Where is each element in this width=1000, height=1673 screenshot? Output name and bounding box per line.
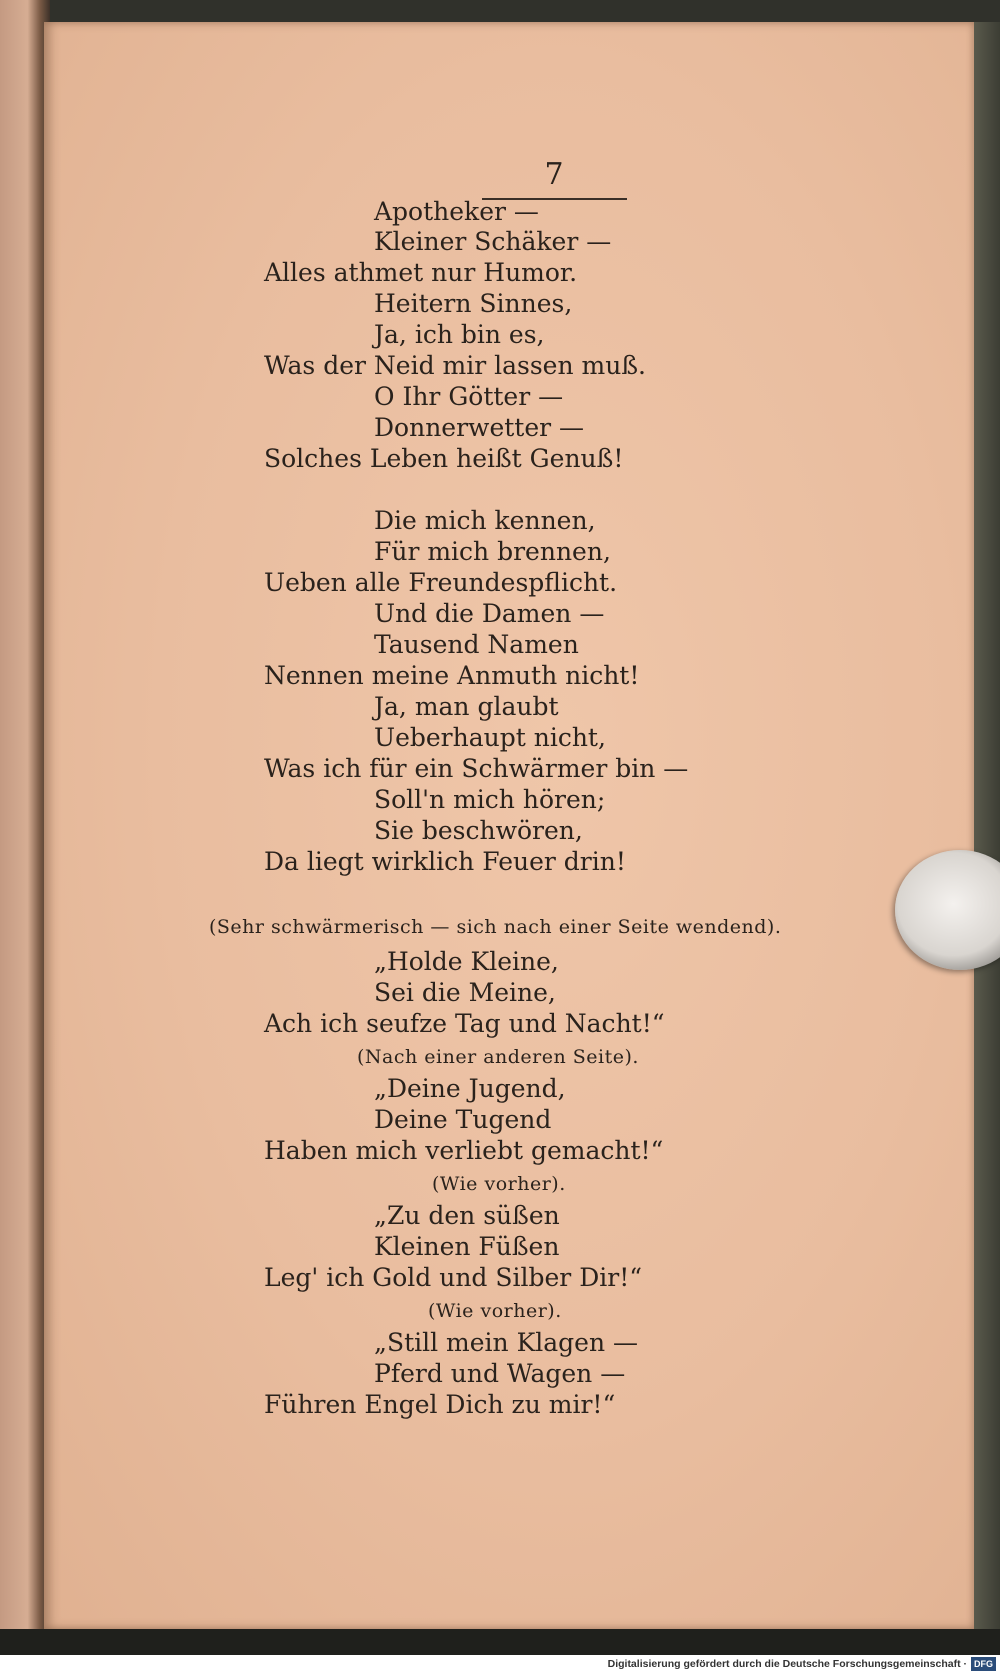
verse-line: Nennen meine Anmuth nicht! xyxy=(264,661,640,690)
verse-line: O Ihr Götter — xyxy=(374,382,564,411)
verse-line: Was ich für ein Schwärmer bin — xyxy=(264,754,689,783)
verse-line: Sie beschwören, xyxy=(374,816,583,845)
verse-line: Pferd und Wagen — xyxy=(374,1359,626,1388)
verse-line: Soll'n mich hören; xyxy=(374,785,606,814)
stage-direction: (Wie vorher). xyxy=(432,1173,566,1195)
verse-line: Was der Neid mir lassen muß. xyxy=(264,351,646,380)
stage-direction: (Wie vorher). xyxy=(428,1300,562,1322)
dfg-logo: DFG xyxy=(971,1657,996,1671)
stage-direction: (Sehr schwärmerisch — sich nach einer Seite wendend). xyxy=(209,916,782,938)
verse-line: „Zu den süßen xyxy=(374,1201,560,1230)
scan-background-top xyxy=(0,0,1000,22)
verse-line: Führen Engel Dich zu mir!“ xyxy=(264,1390,616,1419)
verse-line: Die mich kennen, xyxy=(374,506,596,535)
verse-line: Für mich brennen, xyxy=(374,537,611,566)
verse-line: Alles athmet nur Humor. xyxy=(264,258,578,287)
verse-line: Ach ich seufze Tag und Nacht!“ xyxy=(264,1009,665,1038)
verse-line: Sei die Meine, xyxy=(374,978,556,1007)
verse-line: „Still mein Klagen — xyxy=(374,1328,639,1357)
verse-line: „Deine Jugend, xyxy=(374,1074,566,1103)
book-page xyxy=(44,22,974,1629)
verse-line: Ueben alle Freundespflicht. xyxy=(264,568,618,597)
verse-line: Deine Tugend xyxy=(374,1105,552,1134)
stage-direction: (Nach einer anderen Seite). xyxy=(357,1046,639,1068)
verse-line: Kleiner Schäker — xyxy=(374,227,612,256)
digitization-credit-bar xyxy=(0,1655,1000,1673)
verse-line: Und die Damen — xyxy=(374,599,605,628)
verse-line: Donnerwetter — xyxy=(374,413,585,442)
verse-line: Apotheker — xyxy=(374,197,539,226)
left-page-edge xyxy=(0,0,50,1655)
page-number: 7 xyxy=(544,157,564,192)
verse-line: Haben mich verliebt gemacht!“ xyxy=(264,1136,664,1165)
verse-line: Heitern Sinnes, xyxy=(374,289,573,318)
verse-line: Da liegt wirklich Feuer drin! xyxy=(264,847,626,876)
verse-line: „Holde Kleine, xyxy=(374,947,559,976)
scan-background-bottom xyxy=(0,1629,1000,1655)
verse-line: Solches Leben heißt Genuß! xyxy=(264,444,624,473)
verse-line: Kleinen Füßen xyxy=(374,1232,560,1261)
funding-credit-text: Digitalisierung gefördert durch die Deutsche Forschungsgemeinschaft · xyxy=(607,1658,967,1670)
verse-line: Ueberhaupt nicht, xyxy=(374,723,606,752)
verse-line: Ja, man glaubt xyxy=(374,692,559,721)
verse-line: Ja, ich bin es, xyxy=(374,320,545,349)
verse-line: Leg' ich Gold und Silber Dir!“ xyxy=(264,1263,643,1292)
verse-line: Tausend Namen xyxy=(374,630,579,659)
scan-background-right xyxy=(974,22,1000,1629)
